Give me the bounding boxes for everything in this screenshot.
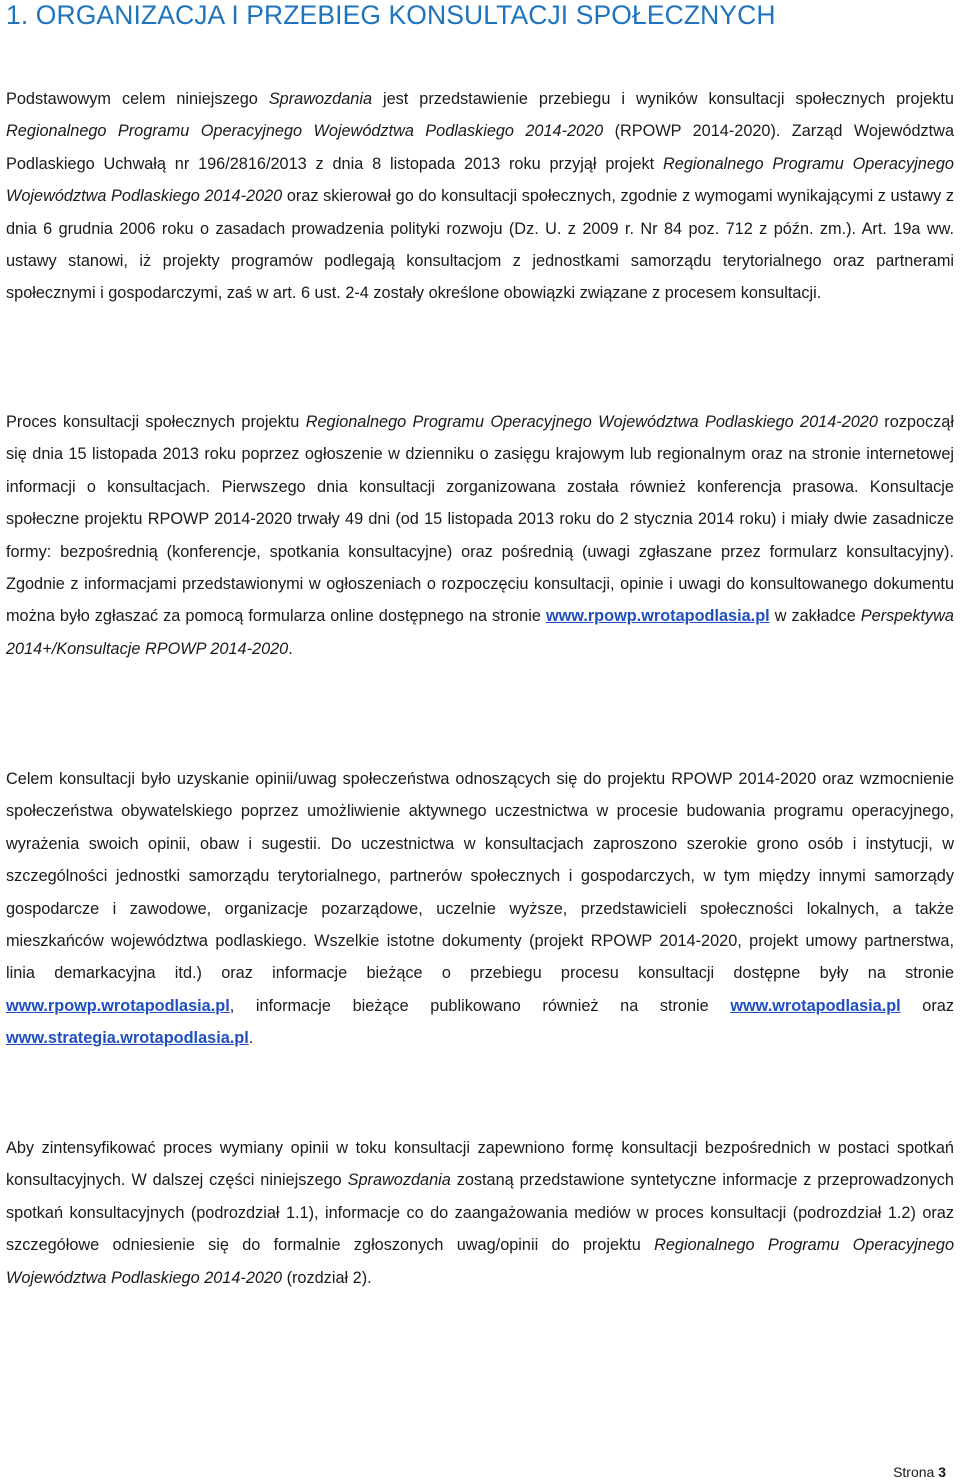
italic-text: Regionalnego Programu Operacyjnego Województwa Podlaskiego 2014-2020 [6,1236,954,1287]
text: w zakładce [769,607,861,626]
italic-text: Sprawozdania [268,90,372,108]
page-footer [893,1464,946,1480]
text: oraz [900,996,954,1015]
text: oraz skierował go do konsultacji społecznych, zgodnie z wymogami wynikającymi z ustawy z dnia 6 grudnia 2006 roku o zasadach prowadzenia polityki rozwoju (Dz. U. z 2009 r. Nr 84 poz. 712 z późn. zm.). Art. 19a ww. ustawy stanowi, iż projekty programów podlegają konsultacjom z jednostkami samorządu terytorialnego oraz partnerami społecznymi i gospodarczymi, zaś w art. 6 ust. 2-4 zostały określone obowiązki związane z procesem konsultacji. [6,187,954,303]
text: rozpoczął się dnia 15 listopada 2013 roku poprzez ogłoszenie w dzienniku o zasięgu krajowym lub regionalnym oraz na stronie internetowej informacji o konsultacjach. Pierwszego dnia konsultacji zorganizowana została również konferencja prasowa. Konsultacje społeczne projektu RPOWP 2014-2020 trwały 49 dni (od 15 listopada 2013 roku do 2 stycznia 2014 roku) i miały dwie zasadnicze formy: bezpośrednią (konferencje, spotkania konsultacyjne) oraz pośrednią (uwagi zgłaszane przez formularz konsultacyjny). Zgodnie z informacjami przedstawionymi w ogłoszeniach o rozpoczęciu konsultacji, opinie i uwagi do konsultowanego dokumentu można było zgłaszać za pomocą formularza online dostępnego na stronie [6,413,954,626]
link-strategia[interactable]: www.strategia.wrotapodlasia.pl [6,1029,249,1048]
text: (rozdział 2). [282,1268,372,1287]
text: Proces konsultacji społecznych projektu [6,413,306,431]
link-rpowp[interactable]: www.rpowp.wrotapodlasia.pl [545,607,770,626]
paragraph-process [6,406,954,665]
italic-text: Sprawozdania [347,1171,451,1190]
text: Aby zintensyfikować proces wymiany opinii w toku konsultacji zapewniono formę konsultacji bezpośrednich w postaci spotkań konsultacyjnych. W dalszej części niniejszego [6,1139,954,1190]
text: . [288,639,293,658]
paragraph-purpose [6,83,954,310]
text: Podstawowym celem niniejszego [6,90,269,108]
text: zostaną przedstawione syntetyczne informacje z przeprowadzonych spotkań konsultacyjnych (podrozdział 1.1), informacje co do zaangażowania mediów w proces konsultacji (podrozdział 1.2) oraz szczegółowe odniesienie się do formalnie zgłoszonych uwag/opinii do projektu [6,1171,954,1255]
italic-text: Perspektywa 2014+/Konsultacje RPOWP 2014-2020 [6,607,954,658]
page-label: Strona [893,1464,935,1480]
page-number: 3 [938,1464,946,1480]
paragraph-goal [6,763,954,1055]
text: (RPOWP 2014-2020). Zarząd Województwa Podlaskiego Uchwałą nr 196/2816/2013 z dnia 8 listopada 2013 roku przyjął projekt [6,122,954,173]
italic-text: Regionalnego Programu Operacyjnego Województwa Podlaskiego 2014-2020 [6,122,604,141]
text: . [248,1029,254,1048]
paragraph-summary [6,1132,954,1294]
text: Celem konsultacji było uzyskanie opinii/uwag społeczeństwa odnoszących się do projektu RPOWP 2014-2020 oraz wzmocnienie społeczeństwa obywatelskiego poprzez umożliwienie aktywnego uczestnictwa w procesie budowania programu operacyjnego, wyrażenia swoich opinii, obaw i sugestii. Do uczestnictwa w konsultacjach zaproszono szerokie grono osób i instytucji, w szczególności jednostki samorządu terytorialnego, partnerów społecznych i gospodarczych, w tym między innymi samorządy gospodarcze i zawodowe, organizacje pozarządowe, uczelnie wyższe, przedstawicieli społeczności lokalnych, a także mieszkańców województwa podlaskiego. Wszelkie istotne dokumenty (projekt RPOWP 2014-2020, projekt umowy partnerstwa, linia demarkacyjna itd.) oraz informacje bieżące o przebiegu procesu konsultacji dostępne były na stronie [6,770,954,983]
italic-text: Regionalnego Programu Operacyjnego Województwa Podlaskiego 2014-2020 [6,154,954,206]
italic-text: Regionalnego Programu Operacyjnego Województwa Podlaskiego 2014-2020 [305,413,878,431]
text: jest przedstawienie przebiegu i wyników konsultacji społecznych projektu [372,90,954,108]
link-rpowp[interactable]: www.rpowp.wrotapodlasia.pl [6,996,230,1015]
text: , informacje bieżące publikowano również na stronie [229,996,731,1015]
section-heading: 1. ORGANIZACJA I PRZEBIEG KONSULTACJI SPOŁECZNYCH [6,0,776,30]
link-wrotapodlasia[interactable]: www.wrotapodlasia.pl [730,996,901,1015]
